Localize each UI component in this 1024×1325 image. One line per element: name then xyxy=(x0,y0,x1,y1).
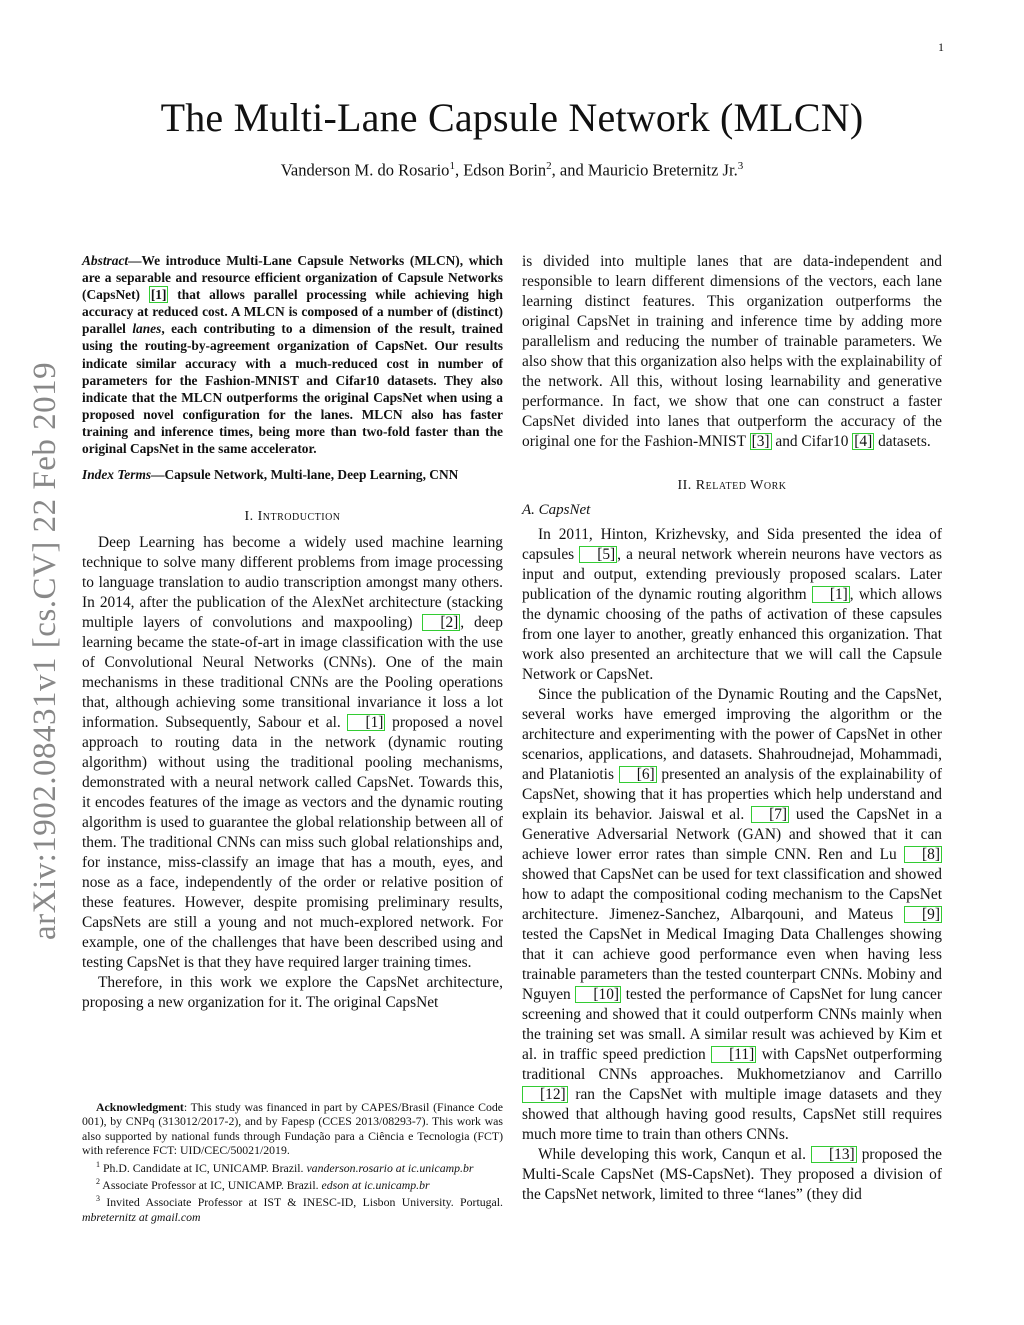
author-list: Vanderson M. do Rosario$^1$, Edson Borin$^2$, and Mauricio Breternitz Jr.$^3$ xyxy=(280,160,744,180)
section-heading: I. Introduction xyxy=(244,509,341,525)
body-paragraph: Therefore, in this work we explore the CapsNet architecture, proposing a new organization for it. The original CapsNet xyxy=(82,974,503,1012)
author-name: Vanderson M. do Rosario xyxy=(280,160,450,180)
author-mark: 3 xyxy=(737,160,744,172)
right-column xyxy=(522,252,942,1205)
acknowledgment-label: Acknowledgment xyxy=(96,1100,184,1114)
body-text: used the CapsNet in a Generative Adversarial Network (GAN) and showed that it can achieve lower error rates than simple CNN. Ren and Lu xyxy=(522,806,943,863)
body-paragraph xyxy=(522,1145,942,1205)
body-text: datasets. xyxy=(874,433,931,450)
arxiv-side-stamp: arXiv:1902.08431v1 [cs.CV] 22 Feb 2019 xyxy=(27,361,63,940)
footnote-text: Invited Associate Professor at IST & INESC-ID, Lisbon University. Portugal. xyxy=(100,1195,503,1210)
citation-link[interactable]: [1] xyxy=(150,287,167,303)
citation-link[interactable]: [8] xyxy=(904,846,942,863)
footnote-mark: 2 xyxy=(96,1176,100,1186)
index-terms-label: Index Terms xyxy=(82,467,152,483)
footnote-text: Associate Professor at IC, UNICAMP. Brazil. xyxy=(100,1177,322,1192)
citation-link[interactable]: [5] xyxy=(579,546,617,563)
citation-link[interactable]: [7] xyxy=(751,806,789,823)
body-text: , deep learning became the state-of-art in image classification with the use of Convolutional Neural Networks (CNNs). One of the main mechanisms in these traditional CNNs are the Pooling operations that, although achieving some transitional invariance it loss a lot information. Subsequently, Sabour et al. xyxy=(82,614,504,732)
citation-link[interactable]: [12] xyxy=(522,1086,568,1103)
body-text: , a neural network wherein neurons have vectors as input and output, extending previously proposed scalars. Later publication of the dynamic routing algorithm xyxy=(522,546,942,603)
footnote xyxy=(82,1175,503,1192)
citation-link[interactable]: [2] xyxy=(422,614,460,631)
abstract-text: , each contributing to a dimension of the result, trained using the routing-by-agreement organization of CapsNet. Our results indicate similar accuracy with a much-reduced cost in number of parameters for the Fashion-MNIST and Cifar10 datasets. They also indicate that the MLCN outperforms the original CapsNet when using a proposed novel configuration for the lanes. MLCN also has faster training and inference times, being more than two-fold faster than the original CapsNet in the same accelerator. xyxy=(82,321,504,457)
author-mark: 1 xyxy=(449,160,455,172)
lanes-word: lanes xyxy=(132,321,162,337)
body-text: tested the CapsNet in Medical Imaging Data Challenges showing that it can achieve good performance even when having less trainable parameters than the tested counterpart CNNs. Mobiny and Nguyen xyxy=(522,926,942,1003)
body-text: While developing this work, Canqun et al. xyxy=(538,1146,812,1163)
citation-link[interactable]: [11] xyxy=(711,1046,756,1063)
body-text: Deep Learning has become a widely used machine learning technique to solve many different problems from image processing to language translation to audio transcription amongst many others. In 2014, after the publication of the AlexNet architecture (stacking multiple layers of convolutions and maxpooling) xyxy=(82,534,503,632)
footnote-email: vanderson.rosario at ic.unicamp.br xyxy=(306,1160,474,1175)
footnote-mark: 3 xyxy=(96,1194,100,1204)
subsection-heading: A. CapsNet xyxy=(522,502,591,518)
footnotes xyxy=(82,1100,503,1224)
body-text: tested the performance of CapsNet for lung cancer screening and showed that it could outperform CNNs mainly when the training set was small. A similar result was achieved by Kim et al. in traffic speed prediction xyxy=(522,986,942,1063)
citation-link[interactable]: [1] xyxy=(347,714,385,731)
citation-link[interactable]: [3] xyxy=(751,433,770,450)
left-column xyxy=(82,252,503,1013)
page-number: 1 xyxy=(938,40,944,54)
body-text: ran the CapsNet with multiple image datasets and they showed that although having good results, CapsNet still requires much more time to train than others CNNs. xyxy=(522,1086,942,1143)
body-text: and Cifar10 xyxy=(771,433,853,450)
author-name: Edson Borin xyxy=(463,160,547,180)
body-text: showed that CapsNet can be used for text classification and showed how to adapt the compositional coding mechanism to the CapsNet architecture. Jimenez-Sanchez, Albarqouni, and Mateus xyxy=(522,866,942,923)
body-text: is divided into multiple lanes that are data-independent and responsible to learn different dimensions of the vectors, each lane learning distinct features. This organization outperforms the original CapsNet in training and inference time by adding more parallelism and reducing the number of trainable parameters. We also show that this organization also helps with the explainability of the network. All this, without losing learnability and generative performance. In fact, we show that one can construct a faster CapsNet divided into lanes that outperform the accuracy of the original one for the Fashion-MNIST xyxy=(522,253,942,450)
body-text: , which allows the dynamic choosing of the paths of activation of these capsules from one layer to another, greatly enhanced this organization. That work also presented an architecture that we will call the Capsule Network or CapsNet. xyxy=(522,586,942,683)
paper-title: The Multi-Lane Capsule Network (MLCN) xyxy=(160,95,864,140)
footnote-email: edson at ic.unicamp.br xyxy=(321,1177,430,1192)
body-text: presented an analysis of the explainability of CapsNet, showing that it has properties which help understand and explain its behavior. Jaiswal et al. xyxy=(522,766,942,823)
body-text: In 2011, Hinton, Krizhevsky, and Sida presented the idea of capsules xyxy=(522,526,942,563)
body-paragraph xyxy=(522,525,942,685)
body-paragraph xyxy=(522,685,942,1145)
index-terms-text: —Capsule Network, Multi-lane, Deep Learning, CNN xyxy=(151,467,459,483)
abstract xyxy=(82,252,503,457)
body-paragraph xyxy=(522,252,942,452)
citation-link[interactable]: [9] xyxy=(904,906,942,923)
citation-link[interactable]: [13] xyxy=(811,1146,857,1163)
acknowledgment-text: : This study was financed in part by CAPES/Brasil (Finance Code 001), by CNPq (313012/2017-2), and by Fapesp (CCES 2013/08293-7). This work was also supported by national funds through Fundação para a Ciência e Tecnologia (FCT) with reference FCT: UID/CEC/50021/2019. xyxy=(82,1100,503,1158)
body-text: Since the publication of the Dynamic Routing and the CapsNet, several works have emerged improving the algorithm or the architecture and experimenting with the power of CapsNet in other scenarios, applications, and datasets. Shahroudnejad, Mohammadi, and Plataniotis xyxy=(522,686,942,783)
citation-link[interactable]: [6] xyxy=(619,766,657,783)
index-terms xyxy=(82,466,503,483)
body-text: proposed a novel approach to routing data in the network (dynamic routing algorithm) without using the traditional pooling mechanisms, demonstrated with a neural network called CapsNet. Towards this, it encodes features of the image as vectors and the dynamic routing algorithm is used to guarantee the global relationship between all of them. The traditional CNNs can miss such global relationships and, for instance, miss-classify an image that has a mouth, eyes, and nose as a face, independently of the order or relative position of these features. However, despite promising preliminary results, CapsNets are still a young and not much-explored network. For example, one of the challenges that have been described using and testing CapsNet is that they have required larger training times. xyxy=(82,714,503,972)
author-name: Mauricio Breternitz Jr. xyxy=(587,160,738,180)
footnote-email: mbreternitz at gmail.com xyxy=(82,1209,201,1224)
citation-link[interactable]: [1] xyxy=(812,586,850,603)
acknowledgment xyxy=(82,1100,503,1158)
citation-link[interactable]: [10] xyxy=(575,986,621,1003)
citation-link[interactable]: [4] xyxy=(854,433,873,450)
section-heading: II. Related Work xyxy=(677,478,787,493)
body-text: with CapsNet outperforming traditional CNNs approaches. Mukhometzianov and Carrillo xyxy=(522,1046,943,1083)
footnote xyxy=(82,1192,503,1224)
abstract-text: —We introduce Multi-Lane Capsule Networks (MLCN), which are a separable and resource efficient organization of Capsule Networks (CapsNet) xyxy=(82,253,503,303)
abstract-label: Abstract xyxy=(82,253,129,268)
footnote-mark: 1 xyxy=(96,1159,100,1169)
footnote-text: Ph.D. Candidate at IC, UNICAMP. Brazil. xyxy=(100,1160,307,1175)
body-text: proposed the Multi-Scale CapsNet (MS-CapsNet). They proposed a division of the CapsNet network, limited to three “lanes” (they did xyxy=(522,1146,942,1203)
author-mark: 2 xyxy=(546,160,552,172)
abstract-text: that allows parallel processing while achieving high accuracy at reduced cost. A MLCN is composed of a number of (distinct) parallel xyxy=(82,287,503,337)
body-paragraph xyxy=(82,533,503,973)
footnote xyxy=(82,1158,503,1175)
